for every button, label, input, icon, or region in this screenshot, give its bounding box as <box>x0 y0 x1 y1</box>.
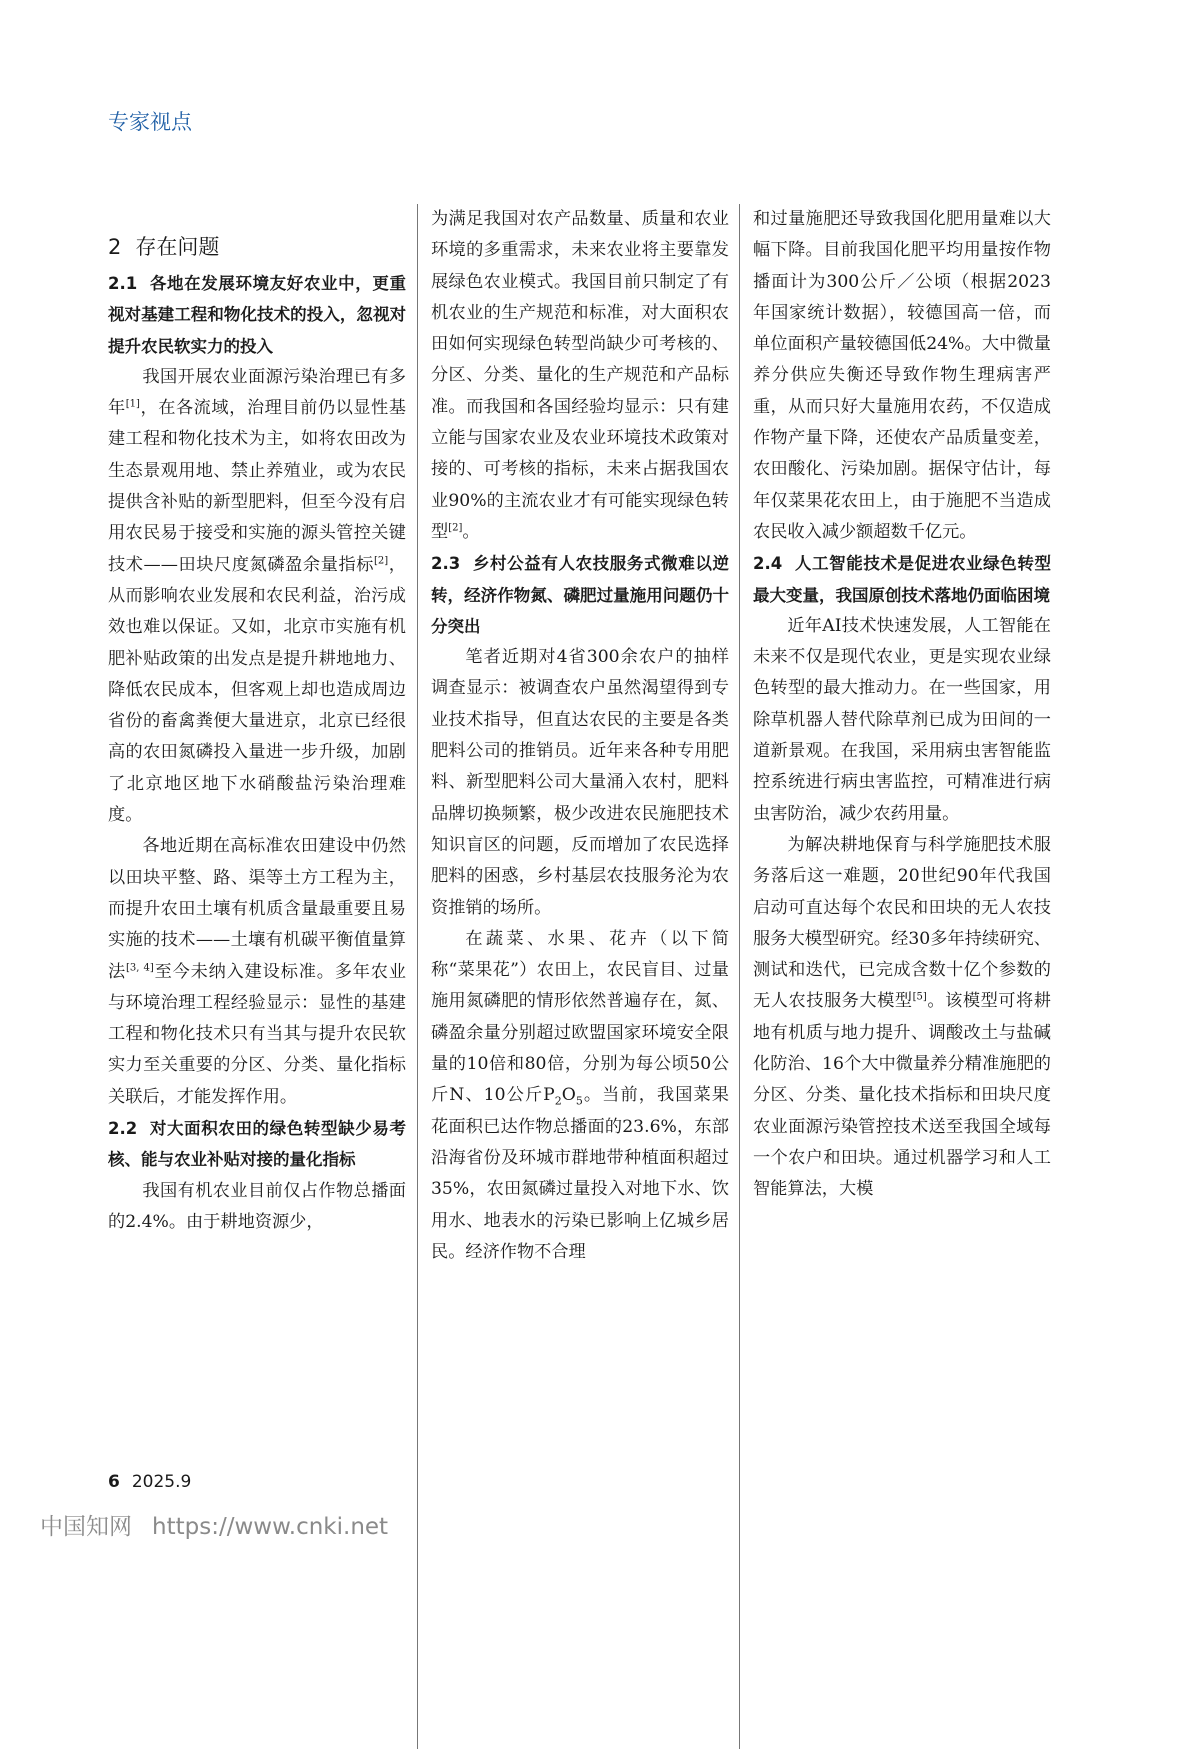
text-run: ，在各流域，治理目前仍以显性基建工程和物化技术为主，如将农田改为生态景观用地、禁止养殖业，或为农民提供含补贴的新型肥料，但至今没有启用农民易于接受和实施的源头管控关键技术——田块尺度氮磷盈余量指标 <box>108 398 406 575</box>
text-run: O <box>561 1085 576 1106</box>
subsection-title: 对大面积农田的绿色转型缺少易考核、能与农业补贴对接的量化指标 <box>108 1119 406 1170</box>
paragraph <box>108 831 406 1113</box>
paragraph: 笔者近期对4省300余农户的抽样调查显示：被调查农户虽然渴望得到专业技术指导，但直达农民的主要是各类肥料公司的推销员。近年来各种专用肥料、新型肥料公司大量涌入农村，肥料品牌切换频繁，极少改进农民施肥技术知识盲区的问题，反而增加了农民选择肥料的困惑，乡村基层农技服务沦为农资推销的场所。 <box>431 647 729 918</box>
watermark-site: 中国知网 <box>40 1514 132 1540</box>
citation: [1] <box>125 398 140 410</box>
subsection-number: 2.4 <box>753 554 783 574</box>
section-tag: 专家视点 <box>108 110 192 134</box>
watermark-url: https://www.cnki.net <box>152 1514 389 1540</box>
column-divider <box>417 204 418 1749</box>
column-2 <box>431 204 729 1268</box>
text-run: 我国开展农业面源污染治理已有多年 <box>108 366 406 419</box>
citation: [3, 4] <box>126 961 154 973</box>
subsection-number: 2.1 <box>108 274 138 293</box>
paragraph: 近年AI技术快速发展，人工智能在未来不仅是现代农业，更是实现农业绿色转型的最大推动力。在一些国家，用除草机器人替代除草剂已成为田间的一道新景观。在我国，采用病虫害智能监控系统进行病虫害监控，可精准进行病虫害防治，减少农药用量。 <box>753 615 1051 824</box>
paragraph: 我国有机农业目前仅占作物总播面的2.4%。由于耕地资源少， <box>108 1180 406 1232</box>
subscript: 2 <box>554 1094 562 1108</box>
text-run: 在蔬菜、水果、花卉（以下简称“菜果花”）农田上，农民盲目、过量施用氮磷肥的情形依然普遍存在，氮、磷盈余量分别超过欧盟国家环境安全限量的10倍和80倍，分别为每公顷50公斤N、10公斤P <box>431 928 729 1106</box>
citation: [2] <box>374 554 389 566</box>
column-1 <box>108 204 406 1238</box>
citation: [2] <box>448 522 463 534</box>
subsection-title: 人工智能技术是促进农业绿色转型最大变量，我国原创技术落地仍面临困境 <box>753 554 1051 605</box>
text-run: 。该模型可将耕地有机质与地力提升、调酸改土与盐碱化防治、16个大中微量养分精准施肥的分区、分类、量化技术指标和田块尺度农业面源污染管控技术送至我国全域每一个农户和田块。通过机器学习和人工智能算法，大模 <box>753 991 1051 1200</box>
paragraph: 和过量施肥还导致我国化肥用量难以大幅下降。目前我国化肥平均用量按作物播面计为300公斤／公顷（根据2023年国家统计数据），较德国高一倍，而单位面积产量较德国低24%。大中微量养分供应失衡还导致作物生理病害严重，从而只好大量施用农药，不仅造成作物产量下降，还使农产品质量变差，农田酸化、污染加剧。据保守估计，每年仅菜果花农田上，由于施肥不当造成农民收入减少额超数千亿元。 <box>753 209 1051 542</box>
subsection-number: 2.3 <box>431 554 461 574</box>
subscript: 5 <box>575 1094 583 1108</box>
watermark <box>40 1508 388 1541</box>
text-run: 为解决耕地保育与科学施肥技术服务落后这一难题，20世纪90年代我国启动可直达每个农民和田块的无人农技服务大模型研究。经30多年持续研究、测试和迭代，已完成含数十亿个参数的无人农技服务大模型 <box>753 834 1051 1012</box>
paragraph <box>108 362 406 831</box>
subsection-number: 2.2 <box>108 1119 138 1139</box>
text-run: 各地近期在高标准农田建设中仍然以田块平整、路、渠等土方工程为主，而提升农田土壤有机质含量最重要且易实施的技术——土壤有机碳平衡值量算法 <box>108 836 406 982</box>
text-run: 为满足我国对农产品数量、质量和农业环境的多重需求，未来农业将主要靠发展绿色农业模式。我国目前只制定了有机农业的生产规范和标准，对大面积农田如何实现绿色转型尚缺少可考核的、分区、分类、量化的生产规范和产品标准。而我国和各国经验均显示：只有建立能与国家农业及农业环境技术政策对接的、可考核的指标，未来占据我国农业90%的主流农业才有可能实现绿色转型 <box>431 209 729 542</box>
section-title: 存在问题 <box>135 235 220 259</box>
paragraph <box>431 204 729 548</box>
subsection-title: 各地在发展环境友好农业中，更重视对基建工程和物化技术的投入，忽视对提升农民软实力的投入 <box>108 274 406 356</box>
text-run: ，从而影响农业发展和农民利益，治污成效也难以保证。又如，北京市实施有机肥补贴政策的出发点是提升耕地地力、降低农民成本，但客观上却也造成周边省份的畜禽粪便大量进京，北京已经很高的农田氮磷投入量进一步升级，加剧了北京地区地下水硝酸盐污染治理难度。 <box>108 554 406 826</box>
subsection-title: 乡村公益有人农技服务式微难以逆转，经济作物氮、磷肥过量施用问题仍十分突出 <box>431 554 729 636</box>
page-footer <box>108 1472 191 1492</box>
column-3 <box>753 204 1051 1206</box>
paragraph <box>431 924 729 1268</box>
subsection-heading-2-1 <box>108 268 406 362</box>
subsection-heading-2-4 <box>753 548 1051 611</box>
section-number: 2 <box>108 235 122 259</box>
page-number: 6 <box>108 1472 120 1492</box>
paragraph <box>753 830 1051 1206</box>
citation: [5] <box>912 991 927 1003</box>
section-heading <box>108 232 406 262</box>
text-run: 至今未纳入建设标准。多年农业与环境治理工程经验显示：显性的基建工程和物化技术只有当其与提升农民软实力至关重要的分区、分类、量化指标关联后，才能发挥作用。 <box>108 961 406 1107</box>
text-run: 。当前，我国菜果花面积已达作物总播面的23.6%，东部沿海省份及环城市群地带种植面积超过35%，农田氮磷过量投入对地下水、饮用水、地表水的污染已影响上亿城乡居民。经济作物不合理 <box>431 1085 729 1262</box>
text-run: 。 <box>462 521 480 542</box>
issue-date: 2025.9 <box>131 1472 192 1492</box>
subsection-heading-2-2 <box>108 1113 406 1176</box>
column-divider <box>739 204 740 1749</box>
subsection-heading-2-3 <box>431 548 729 642</box>
